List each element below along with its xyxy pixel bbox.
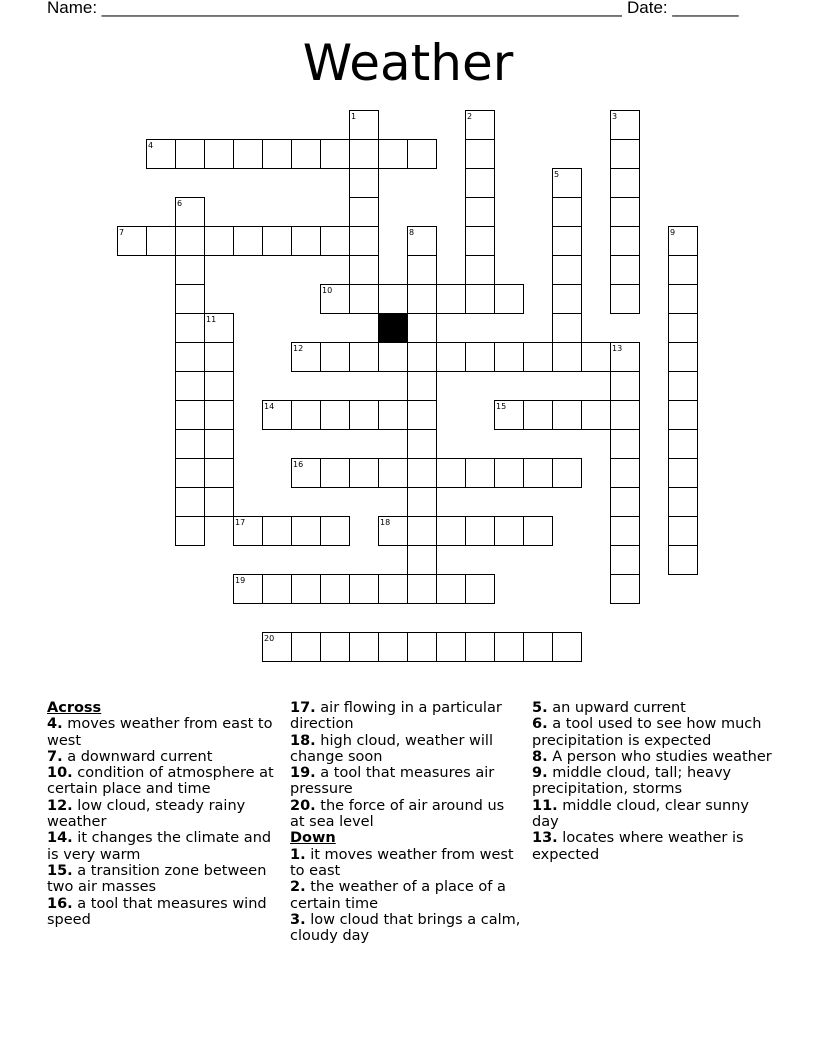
clue-number: 7. bbox=[47, 748, 63, 765]
grid-cell[interactable] bbox=[408, 401, 437, 430]
grid-cell[interactable] bbox=[669, 285, 698, 314]
grid-cell[interactable] bbox=[495, 343, 524, 372]
grid-cell[interactable] bbox=[205, 314, 234, 343]
grid-cell[interactable] bbox=[466, 633, 495, 662]
grid-cell[interactable] bbox=[234, 517, 263, 546]
clue-text: a tool that measures air pressure bbox=[290, 765, 495, 798]
grid-cell[interactable] bbox=[495, 633, 524, 662]
grid-cell[interactable] bbox=[379, 633, 408, 662]
grid-cell[interactable] bbox=[582, 401, 611, 430]
grid-cell[interactable] bbox=[408, 546, 437, 575]
grid-cell[interactable] bbox=[408, 459, 437, 488]
grid-cell[interactable] bbox=[205, 343, 234, 372]
clue-number: 1. bbox=[290, 846, 306, 863]
grid-cell[interactable] bbox=[205, 140, 234, 169]
clue-number: 19. bbox=[290, 765, 316, 782]
clue-number-label: 18 bbox=[380, 518, 391, 527]
grid-cell[interactable] bbox=[466, 343, 495, 372]
across-clue-7 bbox=[47, 749, 277, 765]
grid-cell[interactable] bbox=[466, 169, 495, 198]
grid-cell[interactable] bbox=[350, 140, 379, 169]
clue-number-label: 1 bbox=[351, 112, 357, 121]
clues-column-1 bbox=[47, 700, 277, 928]
clues-column-3 bbox=[532, 700, 772, 863]
grid-cell[interactable] bbox=[553, 459, 582, 488]
across-clue-list bbox=[47, 716, 277, 928]
grid-cell[interactable] bbox=[524, 343, 553, 372]
grid-cell[interactable] bbox=[611, 488, 640, 517]
grid-cell[interactable] bbox=[205, 459, 234, 488]
grid-cell[interactable] bbox=[437, 575, 466, 604]
grid-cell[interactable] bbox=[408, 575, 437, 604]
grid-cell[interactable] bbox=[263, 517, 292, 546]
grid-cell[interactable] bbox=[611, 256, 640, 285]
grid-cell[interactable] bbox=[408, 517, 437, 546]
grid-cell[interactable] bbox=[205, 430, 234, 459]
grid-cell[interactable] bbox=[118, 227, 147, 256]
grid-cell[interactable] bbox=[321, 633, 350, 662]
grid-cell[interactable] bbox=[553, 343, 582, 372]
clue-number: 18. bbox=[290, 732, 316, 749]
grid-cell[interactable] bbox=[408, 285, 437, 314]
grid-cell[interactable] bbox=[495, 517, 524, 546]
grid-cell[interactable] bbox=[611, 546, 640, 575]
grid-cell[interactable] bbox=[379, 575, 408, 604]
grid-cell[interactable] bbox=[350, 633, 379, 662]
grid-cell[interactable] bbox=[350, 256, 379, 285]
grid-cell[interactable] bbox=[408, 227, 437, 256]
grid-cell[interactable] bbox=[495, 285, 524, 314]
grid-cell[interactable] bbox=[379, 285, 408, 314]
grid-cell[interactable] bbox=[466, 256, 495, 285]
grid-cell[interactable] bbox=[234, 575, 263, 604]
grid-cell[interactable] bbox=[176, 459, 205, 488]
clue-number: 3. bbox=[290, 911, 306, 928]
clue-number-label: 17 bbox=[235, 518, 246, 527]
grid-cell[interactable] bbox=[669, 314, 698, 343]
grid-cell[interactable] bbox=[147, 140, 176, 169]
grid-cell[interactable] bbox=[321, 140, 350, 169]
grid-cell[interactable] bbox=[350, 227, 379, 256]
grid-cell[interactable] bbox=[466, 198, 495, 227]
clue-number: 20. bbox=[290, 797, 316, 814]
clue-number: 13. bbox=[532, 830, 558, 847]
grid-cell[interactable] bbox=[524, 633, 553, 662]
down-clue-2 bbox=[290, 879, 522, 912]
across-clue-17 bbox=[290, 700, 522, 733]
clue-text: a transition zone between two air masses bbox=[47, 862, 267, 896]
grid-cell[interactable] bbox=[292, 633, 321, 662]
clues-column-2 bbox=[290, 700, 522, 944]
grid-cell[interactable] bbox=[292, 459, 321, 488]
grid-cell[interactable] bbox=[669, 459, 698, 488]
down-clue-3 bbox=[290, 912, 522, 945]
grid-cell[interactable] bbox=[176, 488, 205, 517]
grid-cell[interactable] bbox=[379, 459, 408, 488]
grid-cell[interactable] bbox=[669, 227, 698, 256]
grid-cell[interactable] bbox=[495, 401, 524, 430]
grid-cell[interactable] bbox=[669, 372, 698, 401]
grid-cell[interactable] bbox=[176, 285, 205, 314]
clue-number: 8. bbox=[532, 748, 548, 765]
grid-cell[interactable] bbox=[466, 111, 495, 140]
clue-text: moves weather from east to west bbox=[47, 716, 273, 749]
grid-cell[interactable] bbox=[611, 459, 640, 488]
grid-cell[interactable] bbox=[669, 517, 698, 546]
clue-number: 11. bbox=[532, 797, 558, 814]
grid-cell[interactable] bbox=[669, 401, 698, 430]
grid-cell[interactable] bbox=[611, 372, 640, 401]
down-clue-1 bbox=[290, 847, 522, 880]
down-heading: Down bbox=[290, 830, 336, 847]
grid-cell[interactable] bbox=[234, 227, 263, 256]
clue-number: 16. bbox=[47, 895, 73, 912]
grid-cell[interactable] bbox=[408, 314, 437, 343]
grid-cell[interactable] bbox=[176, 198, 205, 227]
grid-cell[interactable] bbox=[147, 227, 176, 256]
clue-text: A person who studies weather bbox=[552, 748, 772, 765]
grid-cell[interactable] bbox=[437, 285, 466, 314]
clue-text: low cloud, steady rainy weather bbox=[47, 797, 246, 831]
grid-cell[interactable] bbox=[350, 343, 379, 372]
clue-number-label: 8 bbox=[409, 228, 415, 237]
clue-number-label: 14 bbox=[264, 402, 275, 411]
clue-text: high cloud, weather will change soon bbox=[290, 732, 493, 765]
grid-cell[interactable] bbox=[553, 633, 582, 662]
grid-cell[interactable] bbox=[292, 401, 321, 430]
clue-text: an upward current bbox=[552, 700, 686, 716]
grid-cell[interactable] bbox=[611, 401, 640, 430]
grid-cell[interactable] bbox=[176, 517, 205, 546]
across-clue-19 bbox=[290, 765, 522, 798]
grid-cell[interactable] bbox=[379, 140, 408, 169]
grid-cell[interactable] bbox=[263, 401, 292, 430]
across-clue-14 bbox=[47, 830, 277, 863]
clue-text: low cloud that brings a calm, cloudy day bbox=[290, 911, 521, 945]
grid-cell[interactable] bbox=[205, 401, 234, 430]
grid-cell[interactable] bbox=[263, 140, 292, 169]
grid-cell[interactable] bbox=[437, 633, 466, 662]
grid-cell[interactable] bbox=[292, 343, 321, 372]
grid-cell[interactable] bbox=[611, 227, 640, 256]
grid-cell[interactable] bbox=[408, 372, 437, 401]
grid-cell[interactable] bbox=[263, 633, 292, 662]
blocked-cell bbox=[379, 314, 408, 343]
grid-cell[interactable] bbox=[611, 140, 640, 169]
grid-cell[interactable] bbox=[466, 575, 495, 604]
clue-text: it changes the climate and is very warm bbox=[47, 830, 272, 863]
grid-cell[interactable] bbox=[176, 430, 205, 459]
grid-cell[interactable] bbox=[350, 198, 379, 227]
across-clue-20 bbox=[290, 798, 522, 831]
clue-number: 4. bbox=[47, 716, 63, 733]
clue-text: middle cloud, clear sunny day bbox=[532, 797, 749, 831]
across-clue-15 bbox=[47, 863, 277, 896]
clue-number: 9. bbox=[532, 765, 548, 782]
grid-cell[interactable] bbox=[350, 459, 379, 488]
grid-cell[interactable] bbox=[205, 372, 234, 401]
down-clue-9 bbox=[532, 765, 772, 798]
clue-text: the force of air around us at sea level bbox=[290, 797, 505, 831]
grid-cell[interactable] bbox=[611, 517, 640, 546]
across-clue-4 bbox=[47, 716, 277, 749]
grid-cell[interactable] bbox=[176, 256, 205, 285]
clue-number: 2. bbox=[290, 879, 306, 896]
grid-cell[interactable] bbox=[669, 256, 698, 285]
grid-cell[interactable] bbox=[321, 343, 350, 372]
grid-cell[interactable] bbox=[611, 111, 640, 140]
grid-cell[interactable] bbox=[437, 343, 466, 372]
grid-cell[interactable] bbox=[292, 575, 321, 604]
grid-cell[interactable] bbox=[524, 459, 553, 488]
grid-cell[interactable] bbox=[176, 401, 205, 430]
clue-number-label: 3 bbox=[612, 112, 618, 121]
clue-text: a downward current bbox=[67, 748, 213, 765]
grid-cell[interactable] bbox=[553, 169, 582, 198]
grid-cell[interactable] bbox=[176, 372, 205, 401]
grid-cell[interactable] bbox=[205, 227, 234, 256]
across-heading: Across bbox=[47, 700, 102, 716]
grid-cell[interactable] bbox=[437, 517, 466, 546]
clue-number: 15. bbox=[47, 862, 73, 879]
clue-text: condition of atmosphere at certain place and time bbox=[47, 765, 274, 798]
grid-cell[interactable] bbox=[466, 459, 495, 488]
grid-cell[interactable] bbox=[611, 169, 640, 198]
grid-cell[interactable] bbox=[176, 314, 205, 343]
across-clue-18 bbox=[290, 733, 522, 766]
grid-cell[interactable] bbox=[321, 285, 350, 314]
grid-cell[interactable] bbox=[408, 430, 437, 459]
clue-text: locates where weather is expected bbox=[532, 830, 744, 863]
clue-number-label: 12 bbox=[293, 344, 304, 353]
clue-number-label: 6 bbox=[177, 199, 183, 208]
down-clue-8 bbox=[532, 749, 772, 765]
clue-number: 10. bbox=[47, 765, 73, 782]
grid-cell[interactable] bbox=[553, 314, 582, 343]
grid-cell[interactable] bbox=[176, 140, 205, 169]
clue-number-label: 15 bbox=[496, 402, 507, 411]
clue-number: 17. bbox=[290, 700, 316, 716]
grid-cell[interactable] bbox=[321, 575, 350, 604]
grid-cell[interactable] bbox=[205, 488, 234, 517]
across-clue-10 bbox=[47, 765, 277, 798]
down-clue-5 bbox=[532, 700, 772, 716]
grid-cell[interactable] bbox=[553, 227, 582, 256]
clue-number: 5. bbox=[532, 700, 548, 716]
clue-number-label: 11 bbox=[206, 315, 217, 324]
grid-cell[interactable] bbox=[263, 227, 292, 256]
page-title: Weather bbox=[302, 34, 514, 92]
grid-cell[interactable] bbox=[582, 343, 611, 372]
grid-cell[interactable] bbox=[611, 285, 640, 314]
down-clue-11 bbox=[532, 798, 772, 831]
grid-cell[interactable] bbox=[611, 198, 640, 227]
grid-cell[interactable] bbox=[350, 169, 379, 198]
across-clue-12 bbox=[47, 798, 277, 831]
grid-cell[interactable] bbox=[176, 227, 205, 256]
grid-cell[interactable] bbox=[292, 140, 321, 169]
clue-number: 14. bbox=[47, 830, 73, 847]
grid-cell[interactable] bbox=[234, 140, 263, 169]
grid-cell[interactable] bbox=[669, 546, 698, 575]
clue-number-label: 2 bbox=[467, 112, 473, 121]
grid-cell[interactable] bbox=[669, 343, 698, 372]
grid-cell[interactable] bbox=[553, 285, 582, 314]
grid-cell[interactable] bbox=[379, 517, 408, 546]
grid-cell[interactable] bbox=[292, 227, 321, 256]
grid-cell[interactable] bbox=[350, 575, 379, 604]
grid-cell[interactable] bbox=[669, 488, 698, 517]
grid-cell[interactable] bbox=[611, 430, 640, 459]
across-clue-16 bbox=[47, 896, 277, 929]
grid-cell[interactable] bbox=[466, 517, 495, 546]
grid-cell[interactable] bbox=[524, 517, 553, 546]
grid-cell[interactable] bbox=[321, 227, 350, 256]
name-field-line[interactable]: Name: _______________________________________________________ bbox=[47, 0, 622, 17]
clue-text: the weather of a place of a certain time bbox=[290, 879, 506, 912]
grid-cell[interactable] bbox=[611, 575, 640, 604]
clue-text: a tool that measures wind speed bbox=[47, 895, 267, 928]
grid-cell[interactable] bbox=[321, 401, 350, 430]
grid-cell[interactable] bbox=[408, 343, 437, 372]
clue-number: 6. bbox=[532, 716, 548, 733]
clue-number-label: 19 bbox=[235, 576, 246, 585]
clue-number-label: 20 bbox=[264, 634, 275, 643]
clue-number-label: 7 bbox=[119, 228, 125, 237]
grid-cell[interactable] bbox=[176, 343, 205, 372]
grid-cell[interactable] bbox=[292, 517, 321, 546]
grid-cell[interactable] bbox=[524, 401, 553, 430]
grid-cell[interactable] bbox=[437, 459, 466, 488]
grid-cell[interactable] bbox=[553, 401, 582, 430]
grid-cell[interactable] bbox=[669, 430, 698, 459]
clue-number: 12. bbox=[47, 797, 73, 814]
clue-text: a tool used to see how much precipitation is expected bbox=[532, 716, 762, 749]
grid-cell[interactable] bbox=[611, 343, 640, 372]
grid-cell[interactable] bbox=[466, 140, 495, 169]
grid-cell[interactable] bbox=[408, 633, 437, 662]
clue-number-label: 4 bbox=[148, 141, 154, 150]
grid-cell[interactable] bbox=[350, 285, 379, 314]
clue-number-label: 16 bbox=[293, 460, 304, 469]
grid-cell[interactable] bbox=[408, 256, 437, 285]
grid-cell[interactable] bbox=[379, 401, 408, 430]
clue-text: it moves weather from west to east bbox=[290, 846, 514, 879]
clue-text: air flowing in a particular direction bbox=[290, 700, 502, 733]
grid-cell[interactable] bbox=[379, 343, 408, 372]
grid-cell[interactable] bbox=[553, 198, 582, 227]
clue-text: middle cloud, tall; heavy precipitation, storms bbox=[532, 765, 732, 798]
clue-number-label: 5 bbox=[554, 170, 560, 179]
grid-cell[interactable] bbox=[263, 575, 292, 604]
clue-number-label: 9 bbox=[670, 228, 676, 237]
grid-cell[interactable] bbox=[350, 401, 379, 430]
grid-cell[interactable] bbox=[495, 459, 524, 488]
grid-cell[interactable] bbox=[408, 140, 437, 169]
grid-cell[interactable] bbox=[321, 517, 350, 546]
grid-cell[interactable] bbox=[553, 256, 582, 285]
grid-cell[interactable] bbox=[350, 111, 379, 140]
clue-number-label: 10 bbox=[322, 286, 333, 295]
date-field-line[interactable]: Date: _______ bbox=[627, 0, 739, 17]
grid-cell[interactable] bbox=[466, 227, 495, 256]
grid-cell[interactable] bbox=[408, 488, 437, 517]
grid-cell[interactable] bbox=[466, 285, 495, 314]
grid-cell[interactable] bbox=[321, 459, 350, 488]
down-clue-6 bbox=[532, 716, 772, 749]
down-clue-13 bbox=[532, 830, 772, 863]
clue-number-label: 13 bbox=[612, 344, 623, 353]
